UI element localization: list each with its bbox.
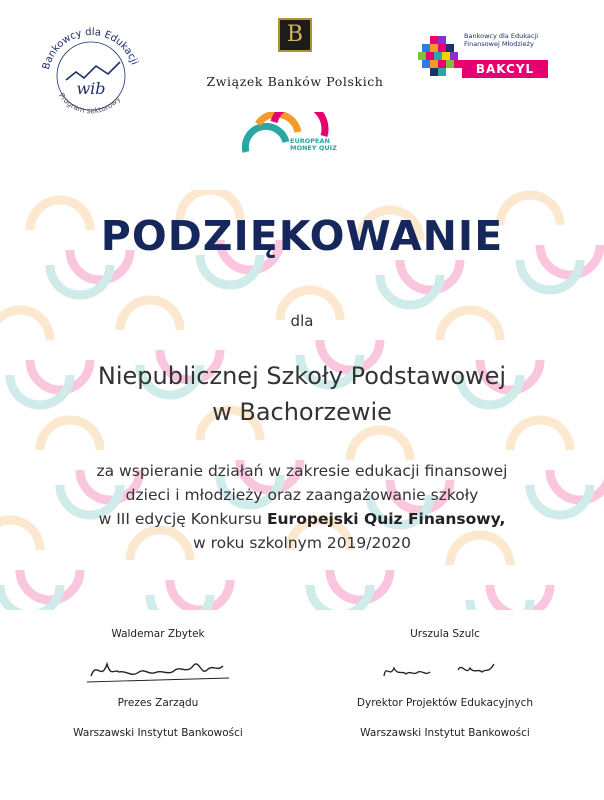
recipient-line-2: w Bachorzewie <box>212 398 392 426</box>
bakcyl-word: BAKCYL <box>462 60 548 78</box>
emq-label: EUROPEAN MONEY QUIZ <box>290 137 337 152</box>
recipient-line-1: Niepublicznej Szkoły Podstawowej <box>97 362 507 390</box>
recipient-name <box>0 358 604 430</box>
signatory-role: Dyrektor Projektów Edukacyjnych <box>356 697 534 709</box>
reason-line-2: dzieci i młodzieży oraz zaangażowanie szkoły <box>125 486 479 504</box>
reason-line-1: za wspieranie działań w zakresie edukacji finansowej <box>96 462 508 480</box>
wib-ring-text-bottom: Program sektorowy <box>56 91 123 116</box>
zbp-logo <box>190 18 400 98</box>
dla-label: dla <box>290 312 314 330</box>
bankowcy-dla-edukacji-logo <box>36 18 146 128</box>
reason-line-4: w roku szkolnym 2019/2020 <box>193 534 411 552</box>
reason-text <box>0 459 604 555</box>
reason-line-3 <box>0 507 604 531</box>
signature-block-left <box>28 628 288 741</box>
handwritten-signature <box>83 642 233 692</box>
signatory-name: Urszula Szulc <box>410 628 480 640</box>
signatory-organization: Warszawski Instytut Bankowości <box>360 727 530 739</box>
emq-text <box>290 138 338 152</box>
contest-name: Europejski Quiz Finansowy, <box>266 510 506 528</box>
signature-block-right <box>315 628 575 741</box>
zbp-name: Związek Banków Polskich <box>206 74 384 89</box>
signatory-organization: Warszawski Instytut Bankowości <box>73 727 243 739</box>
wib-ring-text: Bankowcy dla Edukacji <box>40 26 140 71</box>
page-title: PODZIĘKOWANIE <box>100 212 504 260</box>
zbp-emblem: B <box>278 18 312 52</box>
reason-line-3-prefix: w III edycję Konkursu <box>98 510 267 528</box>
handwritten-signature <box>370 642 520 692</box>
bakcyl-caption: Bankowcy dla Edukacji Finansowej Młodzieży <box>464 32 539 48</box>
svg-text:Bankowcy dla Edukacji <box>41 27 140 71</box>
signatory-role: Prezes Zarządu <box>117 697 199 709</box>
signatory-name: Waldemar Zbytek <box>111 628 205 640</box>
wib-mark: wib <box>76 79 106 98</box>
